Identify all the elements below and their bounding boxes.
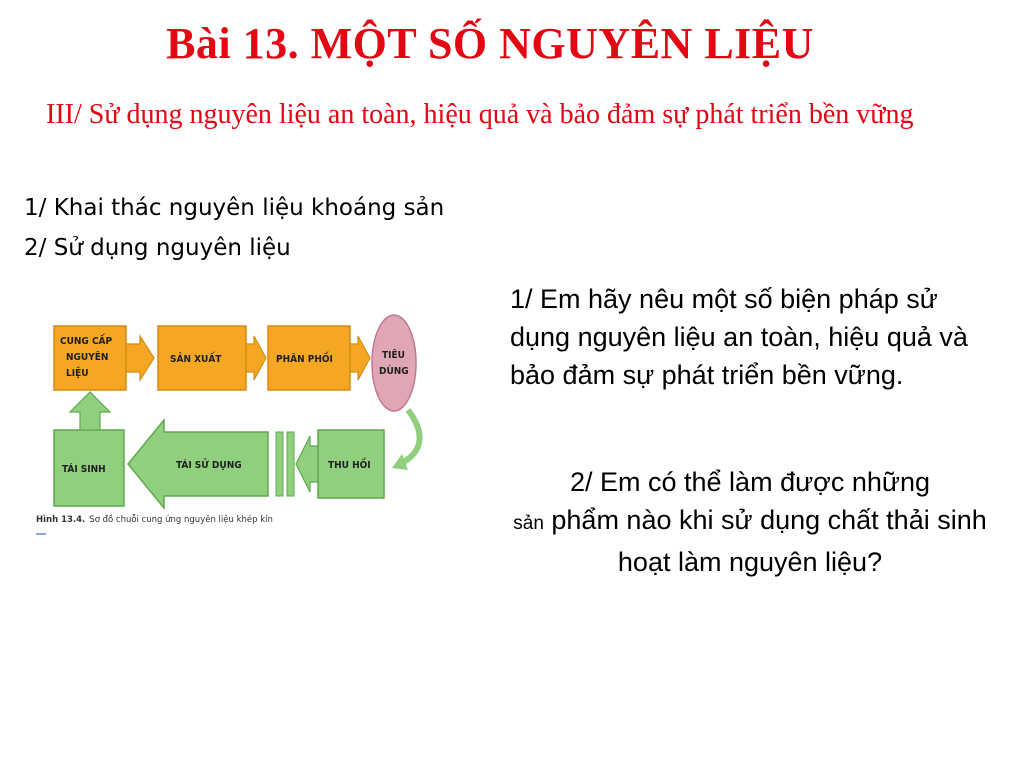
reuse-node	[128, 420, 268, 508]
figure-caption-text: Sơ đồ chuỗi cung ứng nguyên liệu khép kín	[89, 515, 273, 525]
supply-node	[54, 326, 154, 390]
collect-node	[296, 430, 384, 498]
question-2-small-word: sản	[513, 513, 544, 534]
consumption-label-2: DÙNG	[379, 366, 409, 377]
question-2-rest: phẩm nào khi sử dụng chất thải sinh hoạt làm nguyên liệu?	[543, 505, 987, 577]
collect-label: THU HỒI	[328, 460, 371, 471]
distribution-node	[268, 326, 370, 390]
question-2	[505, 463, 995, 581]
consumption-label-1: TIÊU	[382, 350, 405, 361]
recycle-node	[54, 392, 124, 506]
supply-chain-diagram	[36, 308, 440, 538]
distribution-label: PHÂN PHỐI	[276, 354, 333, 365]
figure-caption-label: Hình 13.4.	[36, 515, 86, 525]
list-item-2: 2/ Sử dụng nguyên liệu	[24, 235, 291, 261]
section-heading: III/ Sử dụng nguyên liệu an toàn, hiệu quả và bảo đảm sự phát triển bền vững	[46, 99, 914, 130]
question-1: 1/ Em hãy nêu một số biện pháp sử dụng nguyên liệu an toàn, hiệu quả và bảo đảm sự phát triển bền vững.	[510, 284, 968, 390]
supply-label-3: LIỆU	[66, 368, 89, 379]
list-item-1: 1/ Khai thác nguyên liệu khoáng sản	[24, 195, 445, 221]
figure-caption	[36, 514, 273, 525]
production-label: SẢN XUẤT	[170, 354, 222, 365]
supply-label-1: CUNG CẤP	[60, 336, 113, 347]
recycle-label: TÁI SINH	[62, 464, 106, 475]
question-2-line1: 2/ Em có thể làm được những	[569, 467, 931, 497]
production-node	[158, 326, 266, 390]
reuse-label: TÁI SỬ DỤNG	[176, 460, 242, 471]
slide-title: Bài 13. MỘT SỐ NGUYÊN LIỆU	[166, 19, 814, 68]
consumption-node	[372, 315, 416, 411]
supply-label-2: NGUYÊN	[66, 352, 109, 363]
